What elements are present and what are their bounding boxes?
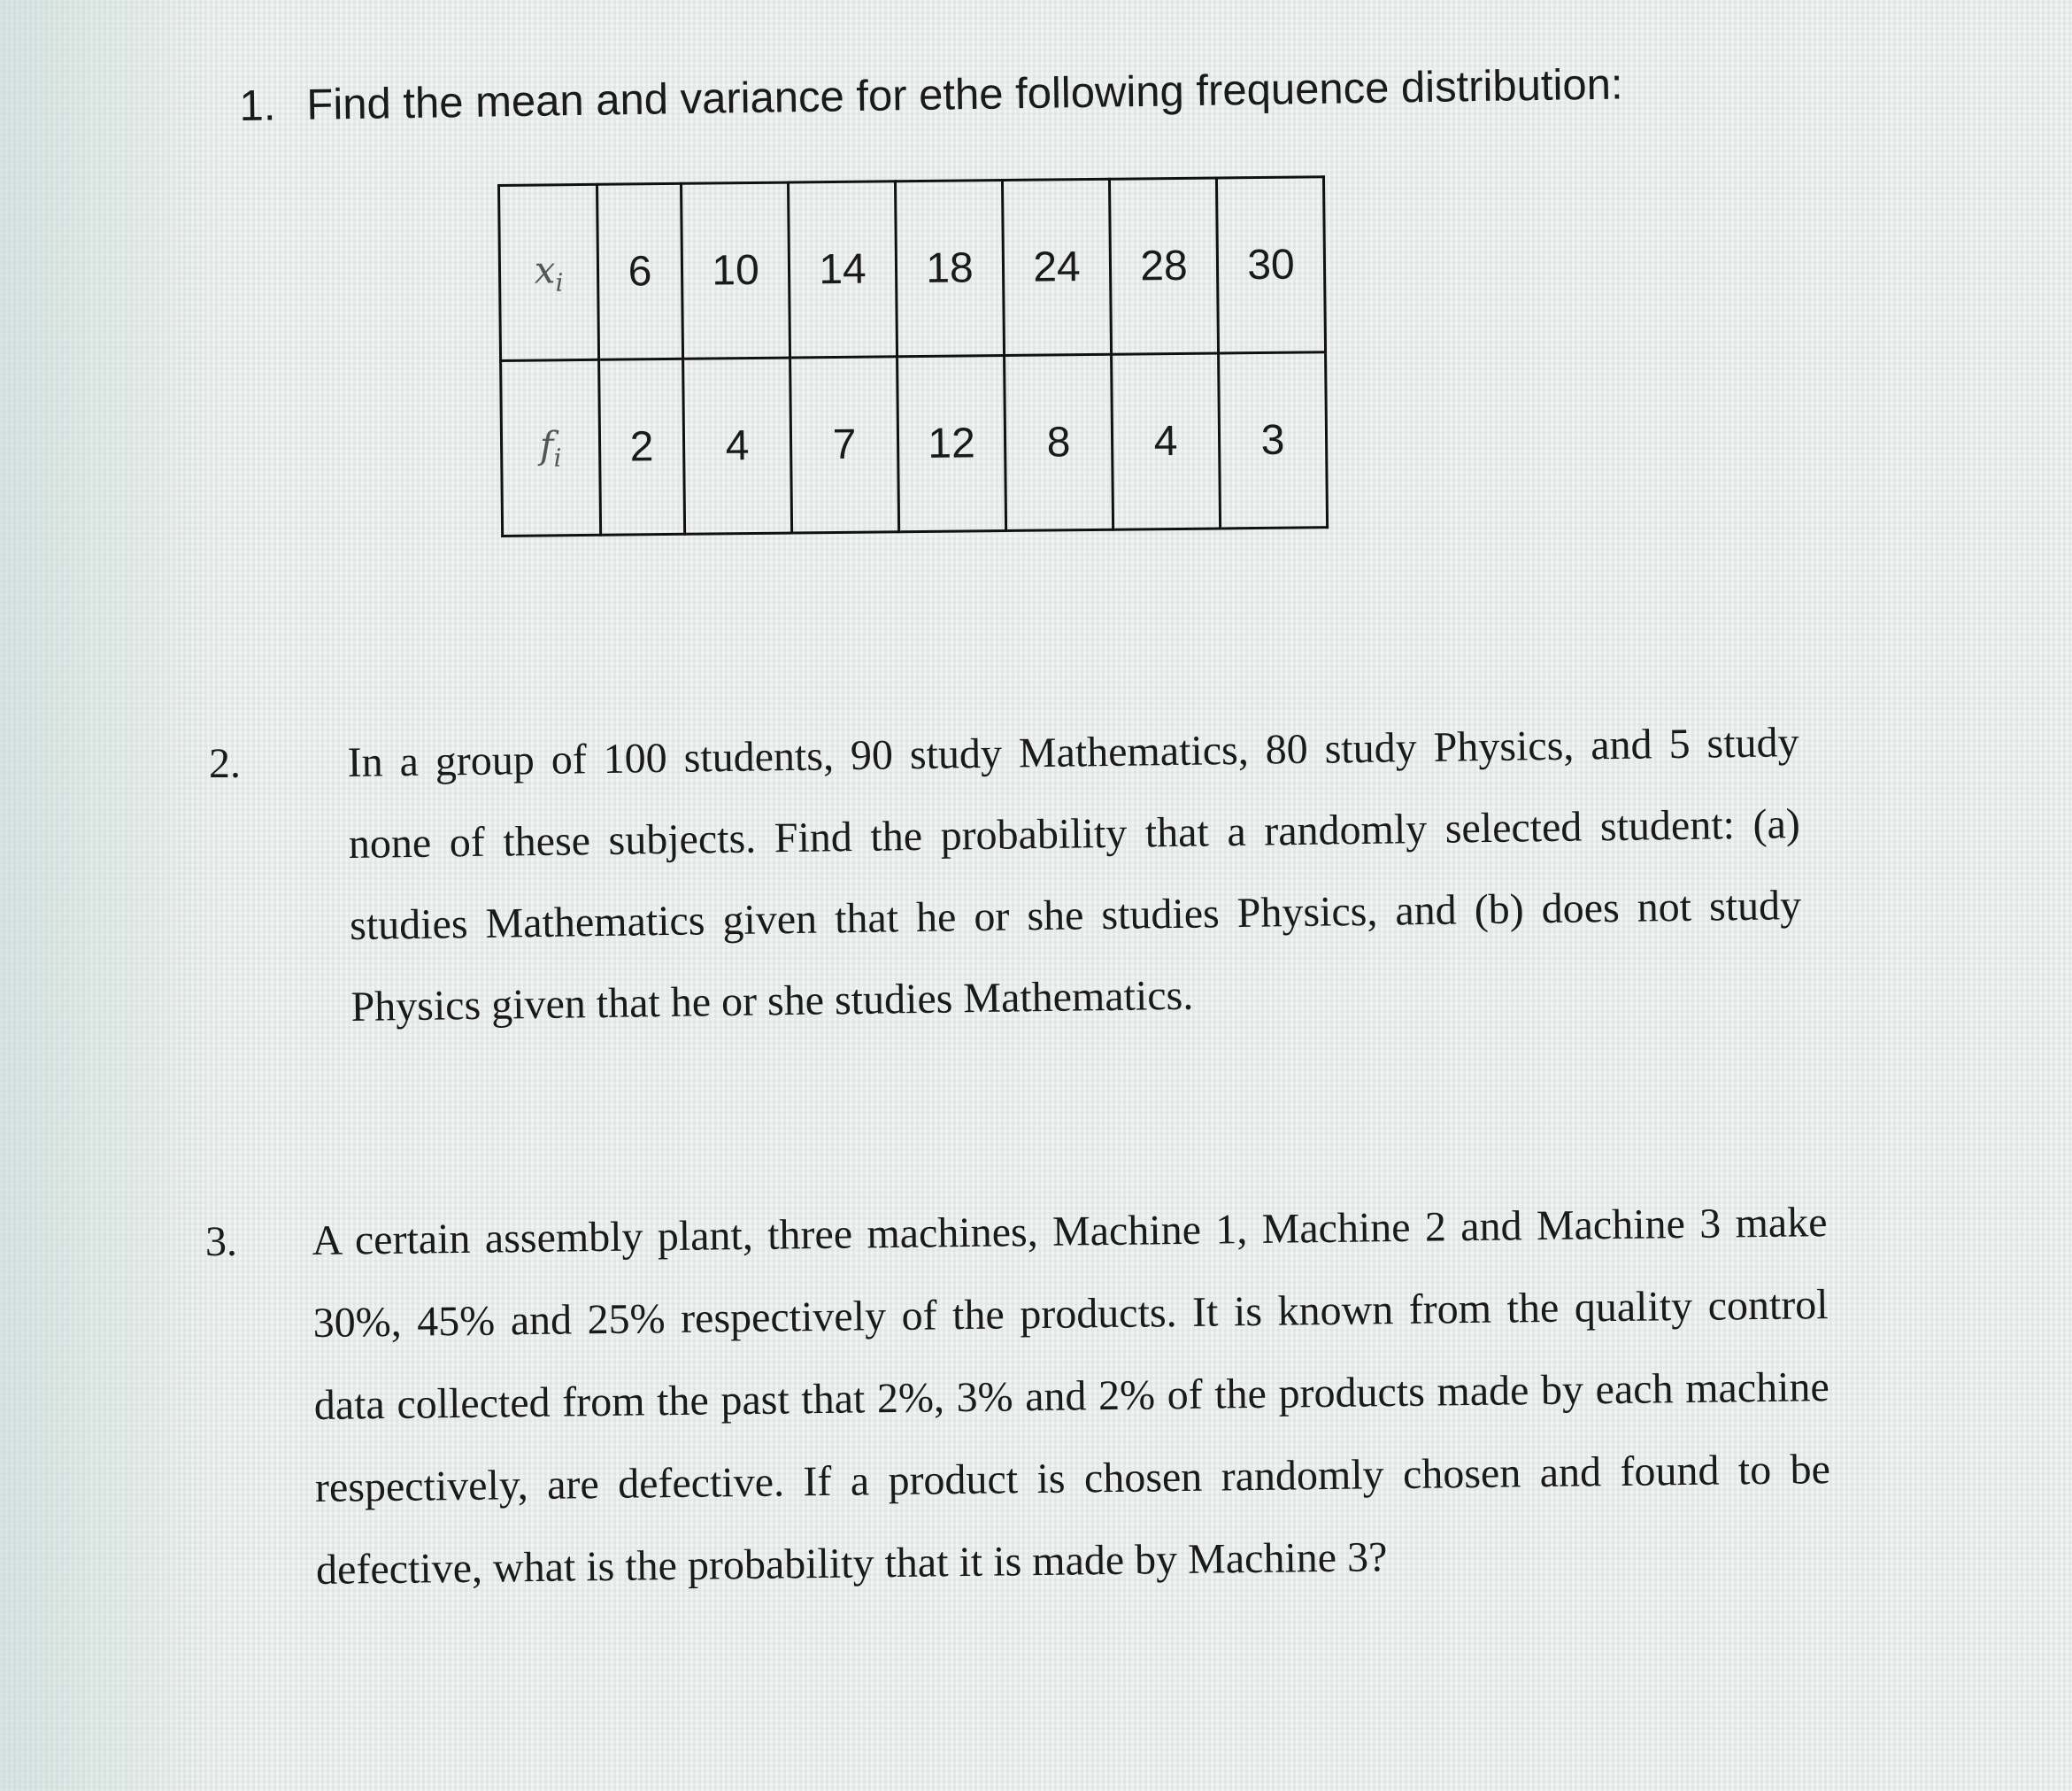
x-cell: 18: [895, 181, 1004, 357]
f-cell: 4: [683, 358, 792, 534]
table-row-f: [501, 352, 1328, 537]
x-cell: 28: [1109, 178, 1218, 354]
f-cell: 2: [599, 359, 685, 535]
f-cell: 8: [1005, 354, 1113, 530]
question-2-text: In a group of 100 students, 90 study Mathematics, 80 study Physics, and 5 study none of these subjects. Find the probability that a randomly selected student: (a) studies Mathematics given that he or she studies Physics, and (b) does not study Physics given that he or she studies Mathematics.: [347, 719, 1802, 1031]
question-2-number: 2.: [209, 740, 241, 787]
x-cell: 6: [597, 183, 683, 359]
f-cell: 3: [1219, 352, 1328, 529]
f-cell: 4: [1112, 353, 1221, 529]
question-1-heading: [239, 59, 1623, 131]
f-cell: 12: [897, 356, 1006, 532]
row-label-x-subscript: i: [555, 267, 564, 297]
x-cell: 24: [1002, 179, 1111, 355]
question-3-text: A certain assembly plant, three machines, Machine 1, Machine 2 and Machine 3 make 30%, 45% and 25% respectively of the products. It is known from the quality control data collected from the past that 2%, 3% and 2% of the products made by each machine respectively, are defective. If a product is chosen randomly chosen and found to be defective, what is the probability that it is made by Machine 3?: [312, 1199, 1831, 1594]
table-row-x: [499, 177, 1326, 361]
frequency-table: [497, 175, 1329, 537]
question-1-number: 1.: [239, 81, 276, 130]
f-cell: 7: [790, 357, 899, 533]
row-label-f: $f_i$: [501, 359, 601, 536]
question-3-number: 3.: [205, 1218, 237, 1265]
x-cell: 30: [1216, 177, 1325, 353]
x-cell: 10: [682, 182, 790, 359]
row-label-f-subscript: i: [553, 443, 562, 473]
row-label-x: $x_i$: [499, 184, 599, 360]
question-1-text: Find the mean and variance for ethe following frequence distribution:: [306, 60, 1623, 129]
x-cell: 14: [788, 181, 897, 358]
